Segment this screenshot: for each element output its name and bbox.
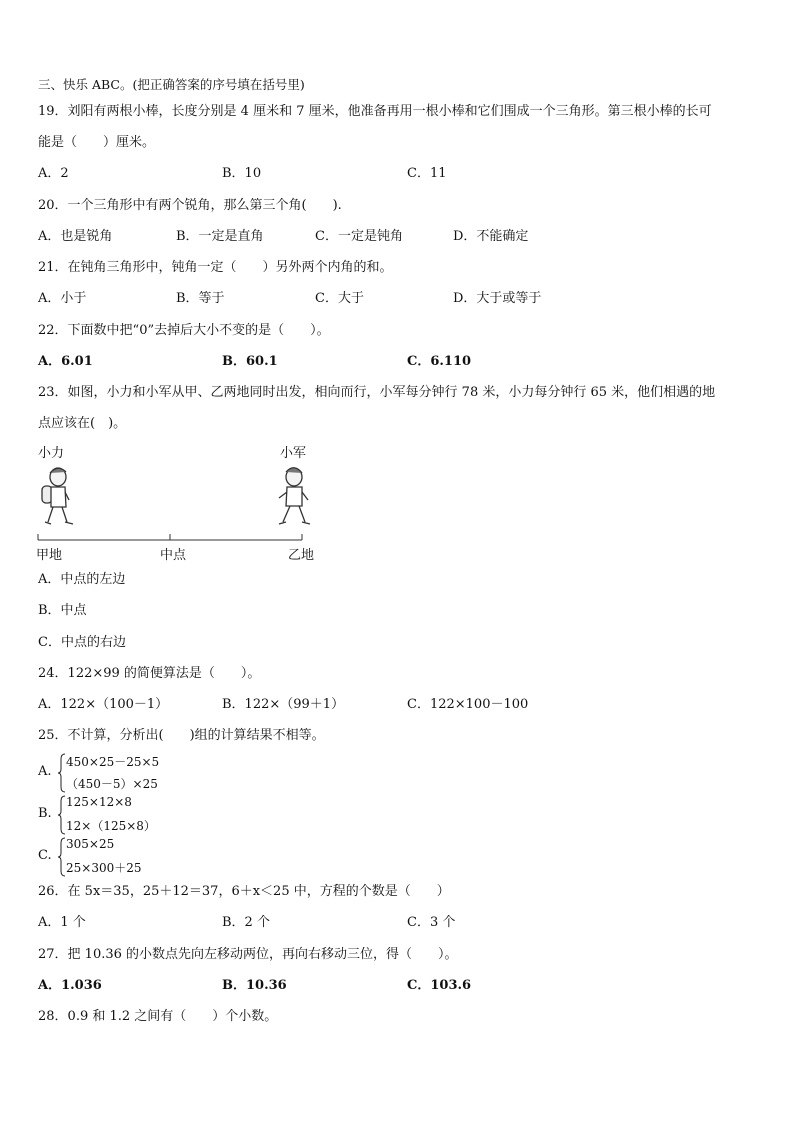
label-midpoint: 中点 <box>160 548 187 563</box>
q22-text: 22．下面数中把“0”去掉后大小不变的是（ ）。 <box>38 323 330 338</box>
q25-group-a-row1: 450×25－25×5 <box>66 755 160 769</box>
q21-option-d: D．大于或等于 <box>453 291 542 306</box>
label-jiadi: 甲地 <box>36 548 63 563</box>
xiaoli-figure-icon <box>42 468 73 524</box>
q27-text: 27．把 10.36 的小数点先向左移动两位，再向右移动三位，得（ ）。 <box>38 947 458 962</box>
q23-option-a: A．中点的左边 <box>38 572 126 587</box>
q25-group-c-row1: 305×25 <box>66 837 115 851</box>
q25-group-a <box>38 753 238 793</box>
q25-group-b-row2: 12×（125×8） <box>66 819 156 833</box>
q21-text: 21．在钝角三角形中，钝角一定（ ）另外两个内角的和。 <box>38 260 393 275</box>
q21-option-c: C．大于 <box>315 291 364 306</box>
label-yidi: 乙地 <box>288 548 315 563</box>
q26-option-c: C．3 个 <box>407 915 456 930</box>
q19-line1: 19．刘阳有两根小棒，长度分别是 4 厘米和 7 厘米，他准备再用一根小棒和它们围成一个三角形。第三根小棒的长可 <box>38 104 712 119</box>
q19-line2: 能是（ ）厘米。 <box>38 135 156 150</box>
q27-option-b: B．10.36 <box>222 978 287 993</box>
q23-line2: 点应该在( )。 <box>38 416 127 431</box>
brace-icon <box>58 837 66 877</box>
q19-option-b: B．10 <box>222 166 262 181</box>
q27-option-c: C．103.6 <box>407 978 472 993</box>
q25-group-a-label: A. <box>38 764 52 779</box>
q22-option-b: B．60.1 <box>222 354 278 369</box>
q20-option-c: C．一定是钝角 <box>315 229 403 244</box>
q25-text: 25．不计算，分析出( )组的计算结果不相等。 <box>38 728 325 743</box>
xiaojun-figure-icon <box>279 468 310 524</box>
q24-option-c: C．122×100－100 <box>407 697 529 712</box>
q22-option-a: A．6.01 <box>38 354 93 369</box>
brace-icon <box>58 753 66 793</box>
xiaojun-name: 小军 <box>280 446 307 461</box>
q22-option-c: C．6.110 <box>407 354 472 369</box>
q20-text: 20．一个三角形中有两个锐角，那么第三个角( ). <box>38 198 342 213</box>
q25-group-c-row2: 25×300＋25 <box>66 861 142 875</box>
q25-group-a-row2: （450－5）×25 <box>66 777 158 791</box>
q25-group-b-row1: 125×12×8 <box>66 795 132 809</box>
q20-option-a: A．也是锐角 <box>38 229 113 244</box>
q25-group-b-label: B. <box>38 806 52 821</box>
q26-option-a: A．1 个 <box>38 915 86 930</box>
q28-text: 28．0.9 和 1.2 之间有（ ）个小数。 <box>38 1009 278 1024</box>
q23-option-b: B．中点 <box>38 603 87 618</box>
section-title: 三、快乐 ABC。(把正确答案的序号填在括号里) <box>38 77 305 92</box>
q25-group-c-label: C. <box>38 848 52 863</box>
q20-option-b: B．一定是直角 <box>176 229 264 244</box>
q27-option-a: A．1.036 <box>38 978 102 993</box>
q23-option-c: C．中点的右边 <box>38 635 126 650</box>
q24-text: 24．122×99 的简便算法是（ ）。 <box>38 666 261 681</box>
q21-option-b: B．等于 <box>176 291 225 306</box>
q24-option-a: A．122×（100－1） <box>38 697 169 712</box>
brace-icon <box>58 795 66 835</box>
q19-option-c: C．11 <box>407 166 447 181</box>
q26-text: 26．在 5x＝35，25＋12＝37，6＋x＜25 中，方程的个数是（ ） <box>38 884 450 899</box>
q24-option-b: B．122×（99＋1） <box>222 697 345 712</box>
q26-option-b: B．2 个 <box>222 915 270 930</box>
q25-group-b <box>38 795 238 835</box>
q23-line1: 23．如图，小力和小军从甲、乙两地同时出发，相向而行，小军每分钟行 78 米，小力每分钟行 65 米，他们相遇的地 <box>38 385 716 400</box>
q19-option-a: A．2 <box>38 166 69 181</box>
q25-group-c <box>38 837 238 877</box>
xiaoli-name: 小力 <box>38 446 65 461</box>
q20-option-d: D．不能确定 <box>453 229 529 244</box>
q21-option-a: A．小于 <box>38 291 87 306</box>
